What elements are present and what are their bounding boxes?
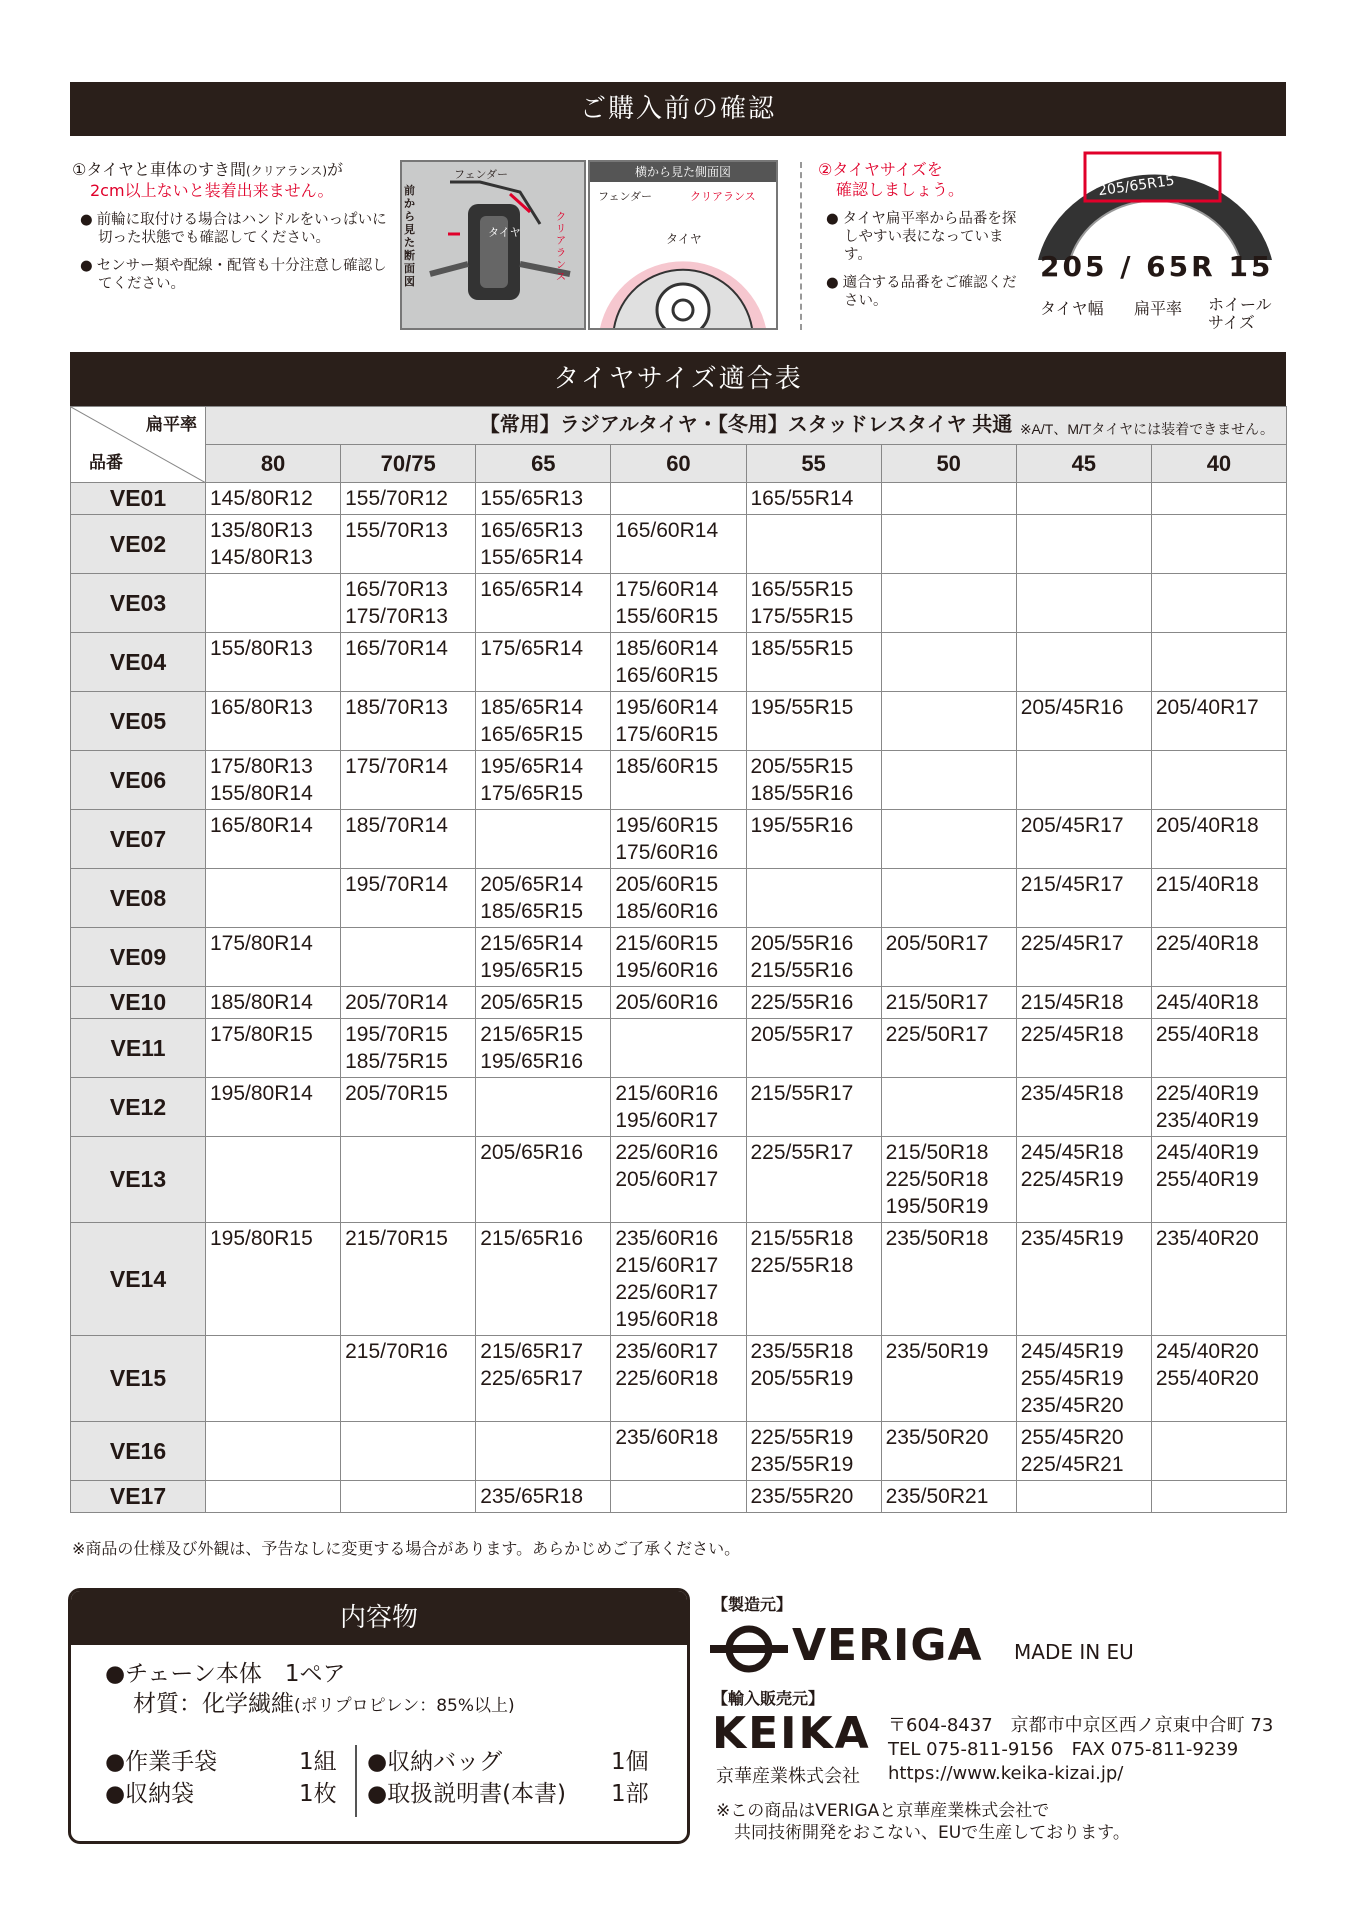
veriga-logo-icon bbox=[710, 1624, 788, 1674]
tire-size-cell bbox=[746, 869, 881, 928]
tire-size-cell bbox=[206, 1137, 341, 1223]
table-row bbox=[71, 483, 1287, 515]
table-row bbox=[71, 1336, 1287, 1422]
tire-size-cell bbox=[881, 1078, 1016, 1137]
tire-size-cell: 215/50R18 225/50R18 195/50R19 bbox=[881, 1137, 1016, 1223]
tire-size-cell: 195/60R15 175/60R16 bbox=[611, 810, 746, 869]
tire-size-cell: 195/70R14 bbox=[341, 869, 476, 928]
tire-size-cell: 215/65R16 bbox=[476, 1223, 611, 1336]
clearance-title-small: (クリアランス) bbox=[246, 164, 328, 178]
tire-size-cell: 215/55R17 bbox=[746, 1078, 881, 1137]
tire-size-cell bbox=[1016, 1481, 1151, 1513]
tire-width-label: タイヤ幅 bbox=[1040, 299, 1104, 318]
tire-size-cell: 235/60R16 215/60R17 225/60R17 195/60R18 bbox=[611, 1223, 746, 1336]
tire-size-cell: 235/55R20 bbox=[746, 1481, 881, 1513]
clearance-warning: 2cm以上ないと装着出来ません。 bbox=[90, 181, 334, 200]
tire-size-cell: 205/50R17 bbox=[881, 928, 1016, 987]
tire-size-cell: 225/50R17 bbox=[881, 1019, 1016, 1078]
tire-size-cell bbox=[611, 1019, 746, 1078]
tire-size-cell: 205/65R15 bbox=[476, 987, 611, 1019]
tire-size-cell: 215/60R16 195/60R17 bbox=[611, 1078, 746, 1137]
tire-size-cell: 185/70R13 bbox=[341, 692, 476, 751]
tire-size-cell: 205/70R14 bbox=[341, 987, 476, 1019]
tire-size-cell: 205/45R16 bbox=[1016, 692, 1151, 751]
contents-box bbox=[68, 1588, 690, 1844]
table-row bbox=[71, 515, 1287, 574]
product-code: VE06 bbox=[71, 751, 206, 810]
importer-url[interactable]: https://www.keika-kizai.jp/ bbox=[888, 1763, 1124, 1784]
tire-fit-table bbox=[70, 406, 1287, 1513]
product-code: VE01 bbox=[71, 483, 206, 515]
table-row bbox=[71, 1422, 1287, 1481]
tire-size-cell: 235/40R20 bbox=[1151, 1223, 1286, 1336]
table-row bbox=[71, 1137, 1287, 1223]
material-detail: (ポリプロピレン：85%以上) bbox=[294, 1696, 515, 1716]
product-code: VE05 bbox=[71, 692, 206, 751]
aspect-ratio-label: 扁平率 bbox=[1134, 299, 1183, 318]
gloves-qty: 1組 bbox=[299, 1749, 337, 1775]
corner-code-label: 品番 bbox=[89, 453, 123, 472]
table-row bbox=[71, 869, 1287, 928]
chain-body-item: ●チェーン本体 1ペア bbox=[105, 1661, 346, 1687]
table-row bbox=[71, 1223, 1287, 1336]
tire-size-cell bbox=[881, 483, 1016, 515]
tire-size-cell: 255/40R18 bbox=[1151, 1019, 1286, 1078]
table-main-header bbox=[206, 407, 1287, 445]
tire-size-cell: 215/60R15 195/60R16 bbox=[611, 928, 746, 987]
tire-size-cell: 175/80R15 bbox=[206, 1019, 341, 1078]
tire-size-cell: 165/60R14 bbox=[611, 515, 746, 574]
tire-size-cell: 225/40R19 235/40R19 bbox=[1151, 1078, 1286, 1137]
tire-size-cell: 155/70R12 bbox=[341, 483, 476, 515]
tire-size-cell bbox=[881, 810, 1016, 869]
tire-size-cell: 205/60R16 bbox=[611, 987, 746, 1019]
manual-item: ●取扱説明書(本書) bbox=[367, 1781, 567, 1807]
product-code: VE02 bbox=[71, 515, 206, 574]
maker-label: 【製造元】 bbox=[712, 1595, 793, 1614]
product-code: VE04 bbox=[71, 633, 206, 692]
tire-size-cell bbox=[1016, 483, 1151, 515]
tire-size-cell: 245/40R18 bbox=[1151, 987, 1286, 1019]
tire-size-cell: 225/40R18 bbox=[1151, 928, 1286, 987]
wheel-size-label: ホイールサイズ bbox=[1208, 295, 1272, 332]
tire-size-cell: 175/80R13 155/80R14 bbox=[206, 751, 341, 810]
tire-size-cell: 205/55R15 185/55R16 bbox=[746, 751, 881, 810]
tire-size-cell: 205/55R16 215/55R16 bbox=[746, 928, 881, 987]
tire-size-cell: 225/55R16 bbox=[746, 987, 881, 1019]
side-view-header: 横から見た側面図 bbox=[590, 162, 776, 182]
tire-size-cell bbox=[206, 1481, 341, 1513]
tire-size-cell bbox=[341, 928, 476, 987]
table-row bbox=[71, 928, 1287, 987]
tire-size-cell: 215/55R18 225/55R18 bbox=[746, 1223, 881, 1336]
product-code: VE09 bbox=[71, 928, 206, 987]
tire-size-info bbox=[818, 160, 1018, 310]
table-row bbox=[71, 1019, 1287, 1078]
product-code: VE07 bbox=[71, 810, 206, 869]
tire-size-cell: 235/45R19 bbox=[1016, 1223, 1151, 1336]
notice-text: ※商品の仕様及び外観は、予告なしに変更する場合があります。あらかじめご了承ください。 bbox=[72, 1539, 741, 1558]
manual-qty: 1部 bbox=[611, 1781, 649, 1807]
clearance-bullet-2: ● センサー類や配線・配管も十分注意し確認してください。 bbox=[72, 257, 392, 293]
note-line-2: 共同技術開発をおこない、EUで生産しております。 bbox=[734, 1823, 1130, 1843]
clearance-title: ①タイヤと車体のすき間 bbox=[72, 160, 247, 179]
side-view-diagram bbox=[588, 160, 778, 330]
tire-size-cell bbox=[476, 810, 611, 869]
front-tire-label: タイヤ bbox=[488, 226, 521, 239]
tire-size-cell bbox=[881, 751, 1016, 810]
tire-size-cell bbox=[881, 515, 1016, 574]
front-section-label: 前から見た断面図 bbox=[404, 184, 415, 288]
tire-size-cell: 235/50R21 bbox=[881, 1481, 1016, 1513]
pouch-item: ●収納袋 bbox=[105, 1781, 195, 1807]
tire-size-cell: 205/60R15 185/60R16 bbox=[611, 869, 746, 928]
product-code: VE14 bbox=[71, 1223, 206, 1336]
divider bbox=[800, 162, 802, 330]
tire-size-cell: 165/80R13 bbox=[206, 692, 341, 751]
tire-size-cell: 155/65R13 bbox=[476, 483, 611, 515]
tire-size-cell: 185/60R14 165/60R15 bbox=[611, 633, 746, 692]
tire-size-cell: 245/45R19 255/45R19 235/45R20 bbox=[1016, 1336, 1151, 1422]
tire-size-cell: 185/65R14 165/65R15 bbox=[476, 692, 611, 751]
tire-size-cell: 185/55R15 bbox=[746, 633, 881, 692]
tire-size-cell: 215/65R17 225/65R17 bbox=[476, 1336, 611, 1422]
aspect-column-header: 55 bbox=[746, 445, 881, 483]
tire-size-cell: 175/60R14 155/60R15 bbox=[611, 574, 746, 633]
tire-size-cell: 175/65R14 bbox=[476, 633, 611, 692]
table-row bbox=[71, 1078, 1287, 1137]
tire-size-cell: 235/45R18 bbox=[1016, 1078, 1151, 1137]
side-clearance-label: クリアランス bbox=[690, 190, 756, 203]
front-section-diagram bbox=[400, 160, 586, 330]
tire-size-cell bbox=[341, 1137, 476, 1223]
tire-size-cell: 215/70R16 bbox=[341, 1336, 476, 1422]
tire-size-cell: 205/65R16 bbox=[476, 1137, 611, 1223]
clearance-info bbox=[72, 160, 392, 293]
tire-size-cell: 215/70R15 bbox=[341, 1223, 476, 1336]
section-header-fit-table: タイヤサイズ適合表 bbox=[70, 352, 1286, 406]
table-row bbox=[71, 692, 1287, 751]
tire-size-cell: 165/65R13 155/65R14 bbox=[476, 515, 611, 574]
tire-size-cell: 195/55R15 bbox=[746, 692, 881, 751]
tire-size-cell: 195/80R15 bbox=[206, 1223, 341, 1336]
tire-size-cell bbox=[1151, 483, 1286, 515]
joint-development-note bbox=[716, 1800, 1130, 1844]
tire-size-cell: 245/45R18 225/45R19 bbox=[1016, 1137, 1151, 1223]
table-row bbox=[71, 633, 1287, 692]
tire-size-cell bbox=[1151, 574, 1286, 633]
tire-size-cell: 205/45R17 bbox=[1016, 810, 1151, 869]
tire-size-cell: 185/80R14 bbox=[206, 987, 341, 1019]
clearance-title-end: が bbox=[327, 160, 344, 179]
table-row bbox=[71, 810, 1287, 869]
tire-size-cell: 145/80R12 bbox=[206, 483, 341, 515]
contents-divider bbox=[355, 1745, 357, 1817]
product-code: VE16 bbox=[71, 1422, 206, 1481]
aspect-column-header: 65 bbox=[476, 445, 611, 483]
tire-size-cell: 205/40R18 bbox=[1151, 810, 1286, 869]
tire-size-title-1: ②タイヤサイズを bbox=[818, 160, 943, 179]
pouch-qty: 1枚 bbox=[299, 1781, 337, 1807]
tire-size-cell: 155/70R13 bbox=[341, 515, 476, 574]
tire-size-cell bbox=[476, 1422, 611, 1481]
gloves-item: ●作業手袋 bbox=[105, 1749, 218, 1775]
aspect-column-header: 45 bbox=[1016, 445, 1151, 483]
clearance-bullet-1: ● 前輪に取付ける場合はハンドルをいっぱいに切った状態でも確認してください。 bbox=[72, 211, 392, 247]
importer-address: 〒604-8437 京都市中京区西ノ京東中合町 73 bbox=[888, 1715, 1274, 1736]
table-corner bbox=[71, 407, 206, 483]
tire-size-big: 205 / 65R 15 bbox=[1040, 250, 1274, 283]
importer-label: 【輸入販売元】 bbox=[712, 1689, 825, 1708]
tire-size-cell bbox=[1016, 574, 1151, 633]
tire-size-diagram bbox=[1030, 150, 1280, 340]
side-fender-label: フェンダー bbox=[598, 190, 653, 203]
tire-size-cell: 235/50R20 bbox=[881, 1422, 1016, 1481]
product-code: VE03 bbox=[71, 574, 206, 633]
tire-size-cell: 225/60R16 205/60R17 bbox=[611, 1137, 746, 1223]
table-row bbox=[71, 1481, 1287, 1513]
tire-size-cell bbox=[206, 1422, 341, 1481]
tire-size-cell bbox=[1151, 1481, 1286, 1513]
table-row bbox=[71, 574, 1287, 633]
product-code: VE08 bbox=[71, 869, 206, 928]
aspect-column-header: 50 bbox=[881, 445, 1016, 483]
tire-size-cell: 215/65R14 195/65R15 bbox=[476, 928, 611, 987]
tire-size-cell: 235/60R17 225/60R18 bbox=[611, 1336, 746, 1422]
aspect-column-header: 60 bbox=[611, 445, 746, 483]
product-code: VE13 bbox=[71, 1137, 206, 1223]
tire-size-cell: 185/70R14 bbox=[341, 810, 476, 869]
tire-size-cell bbox=[881, 633, 1016, 692]
product-code: VE11 bbox=[71, 1019, 206, 1078]
tire-size-title-2: 確認しましょう。 bbox=[836, 180, 965, 199]
tire-size-cell bbox=[206, 1336, 341, 1422]
veriga-brand: VERIGA bbox=[792, 1620, 983, 1671]
tire-size-cell: 155/80R13 bbox=[206, 633, 341, 692]
product-code: VE12 bbox=[71, 1078, 206, 1137]
tire-size-cell: 255/45R20 225/45R21 bbox=[1016, 1422, 1151, 1481]
sidewall-size-text: 205/65R15 bbox=[1097, 172, 1176, 200]
tire-size-cell bbox=[206, 574, 341, 633]
tire-size-cell bbox=[1016, 633, 1151, 692]
product-code: VE15 bbox=[71, 1336, 206, 1422]
tire-size-cell: 165/55R15 175/55R15 bbox=[746, 574, 881, 633]
tire-arc-drawing bbox=[1030, 150, 1280, 260]
tire-size-cell bbox=[1151, 1422, 1286, 1481]
table-row bbox=[71, 751, 1287, 810]
tire-size-cell: 215/40R18 bbox=[1151, 869, 1286, 928]
tire-size-cell bbox=[1151, 751, 1286, 810]
tire-size-cell: 195/55R16 bbox=[746, 810, 881, 869]
tire-size-cell: 205/55R17 bbox=[746, 1019, 881, 1078]
front-fender-label: フェンダー bbox=[454, 168, 509, 181]
tire-size-cell bbox=[881, 574, 1016, 633]
table-header-note: ※A/T、M/Tタイヤには装着できません。 bbox=[1019, 421, 1274, 437]
tire-size-bullet-1: ● タイヤ扁平率から品番を探しやすい表になっています。 bbox=[818, 210, 1018, 264]
tire-size-cell: 235/50R18 bbox=[881, 1223, 1016, 1336]
tire-size-cell: 165/80R14 bbox=[206, 810, 341, 869]
tire-size-cell bbox=[881, 869, 1016, 928]
tire-size-cell: 175/70R14 bbox=[341, 751, 476, 810]
tire-size-cell: 165/65R14 bbox=[476, 574, 611, 633]
tire-size-cell: 185/60R15 bbox=[611, 751, 746, 810]
tire-size-cell: 135/80R13 145/80R13 bbox=[206, 515, 341, 574]
tire-size-cell: 165/70R14 bbox=[341, 633, 476, 692]
note-line-1: ※この商品はVERIGAと京華産業株式会社で bbox=[716, 1801, 1050, 1821]
aspect-column-header: 70/75 bbox=[341, 445, 476, 483]
table-main-header-text: 【常用】ラジアルタイヤ・【冬用】スタッドレスタイヤ 共通 bbox=[479, 414, 1013, 436]
tire-size-cell: 235/50R19 bbox=[881, 1336, 1016, 1422]
tire-size-cell: 195/60R14 175/60R15 bbox=[611, 692, 746, 751]
tire-size-cell: 195/70R15 185/75R15 bbox=[341, 1019, 476, 1078]
tire-size-cell: 225/45R17 bbox=[1016, 928, 1151, 987]
material-text bbox=[133, 1689, 515, 1721]
tire-size-cell: 215/45R17 bbox=[1016, 869, 1151, 928]
table-row bbox=[71, 987, 1287, 1019]
front-clearance-label: クリアランス bbox=[556, 212, 566, 283]
tire-size-cell: 235/65R18 bbox=[476, 1481, 611, 1513]
tire-size-cell bbox=[611, 483, 746, 515]
tire-size-cell: 245/40R20 255/40R20 bbox=[1151, 1336, 1286, 1422]
aspect-column-header: 40 bbox=[1151, 445, 1286, 483]
tire-size-cell bbox=[881, 692, 1016, 751]
tire-size-cell: 205/65R14 185/65R15 bbox=[476, 869, 611, 928]
product-code: VE10 bbox=[71, 987, 206, 1019]
tire-size-cell: 225/55R17 bbox=[746, 1137, 881, 1223]
tire-size-cell: 205/40R17 bbox=[1151, 692, 1286, 751]
tire-size-cell bbox=[341, 1481, 476, 1513]
tire-size-cell: 215/45R18 bbox=[1016, 987, 1151, 1019]
tire-size-cell bbox=[341, 1422, 476, 1481]
material-main: 材質：化学繊維 bbox=[133, 1691, 294, 1717]
importer-phone: TEL 075-811-9156 FAX 075-811-9239 bbox=[888, 1739, 1239, 1760]
tire-size-cell: 165/70R13 175/70R13 bbox=[341, 574, 476, 633]
tire-size-cell: 215/65R15 195/65R16 bbox=[476, 1019, 611, 1078]
tire-size-cell bbox=[1016, 515, 1151, 574]
contents-header: 内容物 bbox=[71, 1591, 687, 1645]
keika-brand: KEIKA bbox=[712, 1708, 871, 1759]
made-in-eu: MADE IN EU bbox=[1014, 1640, 1134, 1664]
tire-size-cell: 195/65R14 175/65R15 bbox=[476, 751, 611, 810]
tire-size-cell bbox=[1151, 633, 1286, 692]
aspect-column-header: 80 bbox=[206, 445, 341, 483]
product-code: VE17 bbox=[71, 1481, 206, 1513]
tire-size-cell bbox=[611, 1481, 746, 1513]
tire-size-cell: 245/40R19 255/40R19 bbox=[1151, 1137, 1286, 1223]
tire-size-cell: 175/80R14 bbox=[206, 928, 341, 987]
keika-company: 京華産業株式会社 bbox=[716, 1766, 860, 1787]
tire-size-bullet-2: ● 適合する品番をご確認ください。 bbox=[818, 274, 1018, 310]
tire-size-cell: 225/55R19 235/55R19 bbox=[746, 1422, 881, 1481]
tire-size-cell: 225/45R18 bbox=[1016, 1019, 1151, 1078]
bag-item: ●収納バッグ bbox=[367, 1749, 503, 1775]
tire-size-cell bbox=[1016, 751, 1151, 810]
tire-size-cell: 235/55R18 205/55R19 bbox=[746, 1336, 881, 1422]
tire-size-cell: 195/80R14 bbox=[206, 1078, 341, 1137]
tire-size-cell bbox=[746, 515, 881, 574]
tire-size-cell: 235/60R18 bbox=[611, 1422, 746, 1481]
bag-qty: 1個 bbox=[611, 1749, 649, 1775]
tire-size-cell: 205/70R15 bbox=[341, 1078, 476, 1137]
tire-size-cell bbox=[476, 1078, 611, 1137]
corner-aspect-label: 扁平率 bbox=[146, 415, 197, 434]
section-header-before-purchase: ご購入前の確認 bbox=[70, 82, 1286, 136]
tire-size-cell bbox=[206, 869, 341, 928]
tire-size-cell: 215/50R17 bbox=[881, 987, 1016, 1019]
side-tire-label: タイヤ bbox=[666, 232, 702, 246]
tire-size-cell: 165/55R14 bbox=[746, 483, 881, 515]
tire-size-cell bbox=[1151, 515, 1286, 574]
